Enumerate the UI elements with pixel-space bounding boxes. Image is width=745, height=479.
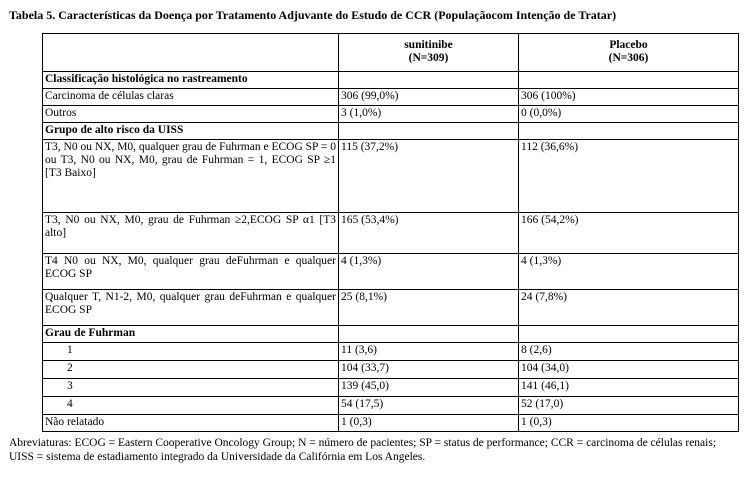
row-label: Outros — [43, 106, 339, 123]
header-sunitinib-name: sunitinibe — [404, 39, 453, 51]
row-label: Não relatado — [43, 415, 339, 432]
table-caption: Tabela 5. Características da Doença por Tratamento Adjuvante do Estudo de CCR (Populaçãocom Intenção de Tratar) — [9, 8, 617, 22]
row-sunitinib-value: 165 (53,4%) — [339, 213, 519, 254]
table-row — [43, 290, 739, 326]
row-placebo-value: 4 (1,3%) — [519, 254, 739, 290]
table-row — [43, 415, 739, 432]
row-placebo-value: 166 (54,2%) — [519, 213, 739, 254]
row-sunitinib-value — [339, 123, 519, 140]
row-label: T3, N0 ou NX, M0, qualquer grau de Fuhrman e ECOG SP = 0 ou T3, N0 ou NX, M0, grau de Fuhrman = 1, ECOG SP ≥1 [T3 Baixo] — [43, 140, 339, 213]
row-placebo-value: 141 (46,1) — [519, 379, 739, 397]
table-row — [43, 140, 739, 213]
disease-characteristics-table — [42, 33, 739, 432]
row-placebo-value: 52 (17,0) — [519, 397, 739, 415]
row-sunitinib-value: 4 (1,3%) — [339, 254, 519, 290]
row-label: 2 — [43, 361, 339, 379]
table-row — [43, 379, 739, 397]
row-label: T3, N0 ou NX, M0, grau de Fuhrman ≥2,ECOG SP α1 [T3 alto] — [43, 213, 339, 254]
row-sunitinib-value: 11 (3,6) — [339, 343, 519, 361]
header-sunitinib-n: (N=309) — [408, 52, 449, 64]
header-sunitinib — [339, 34, 519, 72]
table-footnote: Abreviaturas: ECOG = Eastern Cooperative Oncology Group; N = número de pacientes; SP = status de performance; CCR = carcinoma de células renais; UISS = sistema de estadiamento integrado da Universidade da Califórnia em Los Angeles. — [9, 437, 717, 463]
row-placebo-value: 112 (36,6%) — [519, 140, 739, 213]
row-sunitinib-value: 139 (45,0) — [339, 379, 519, 397]
table-row — [43, 397, 739, 415]
section-row-uiss — [43, 123, 739, 140]
table-row — [43, 254, 739, 290]
table-row — [43, 106, 739, 123]
row-placebo-value: 0 (0,0%) — [519, 106, 739, 123]
row-label: 4 — [43, 397, 339, 415]
row-sunitinib-value — [339, 326, 519, 343]
row-label: Carcinoma de células claras — [43, 89, 339, 106]
table-header-row — [43, 34, 739, 72]
row-sunitinib-value: 3 (1,0%) — [339, 106, 519, 123]
row-placebo-value — [519, 72, 739, 89]
row-sunitinib-value: 1 (0,3) — [339, 415, 519, 432]
row-label: 1 — [43, 343, 339, 361]
row-placebo-value: 104 (34,0) — [519, 361, 739, 379]
row-placebo-value: 24 (7,8%) — [519, 290, 739, 326]
row-label: Grau de Fuhrman — [43, 326, 339, 343]
table-row — [43, 89, 739, 106]
table-row — [43, 213, 739, 254]
row-label: Grupo de alto risco da UISS — [43, 123, 339, 140]
row-label: Qualquer T, N1-2, M0, qualquer grau deFuhrman e qualquer ECOG SP — [43, 290, 339, 326]
row-placebo-value — [519, 123, 739, 140]
row-sunitinib-value — [339, 72, 519, 89]
section-row-histology — [43, 72, 739, 89]
row-sunitinib-value: 306 (99,0%) — [339, 89, 519, 106]
row-sunitinib-value: 104 (33,7) — [339, 361, 519, 379]
header-label-cell — [43, 34, 339, 72]
header-placebo-name: Placebo — [609, 39, 648, 51]
section-row-fuhrman — [43, 326, 739, 343]
row-label: T4 N0 ou NX, M0, qualquer grau deFuhrman e qualquer ECOG SP — [43, 254, 339, 290]
table-row — [43, 343, 739, 361]
row-sunitinib-value: 115 (37,2%) — [339, 140, 519, 213]
row-placebo-value: 306 (100%) — [519, 89, 739, 106]
table-row — [43, 361, 739, 379]
row-placebo-value: 1 (0,3) — [519, 415, 739, 432]
row-label: 3 — [43, 379, 339, 397]
row-placebo-value: 8 (2,6) — [519, 343, 739, 361]
row-placebo-value — [519, 326, 739, 343]
header-placebo — [519, 34, 739, 72]
row-label: Classificação histológica no rastreamento — [43, 72, 339, 89]
header-placebo-n: (N=306) — [608, 52, 649, 64]
row-sunitinib-value: 54 (17,5) — [339, 397, 519, 415]
row-sunitinib-value: 25 (8,1%) — [339, 290, 519, 326]
